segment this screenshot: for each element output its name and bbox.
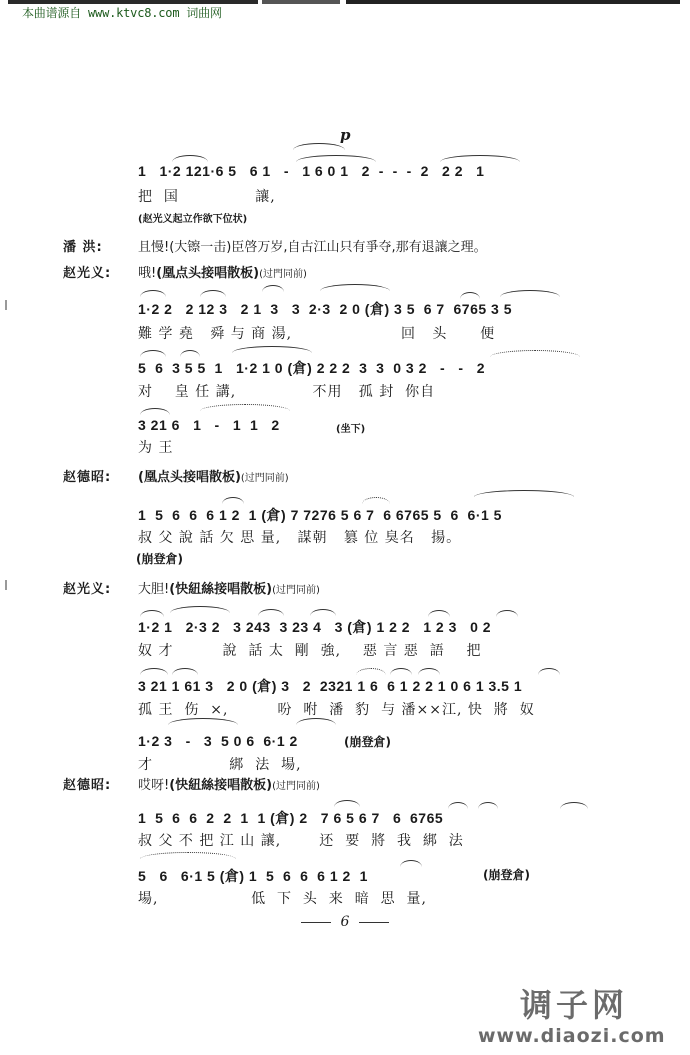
dialog-exclamation: 哦! bbox=[138, 266, 157, 281]
tune-direction: (快紐絲接唱散板) bbox=[169, 778, 273, 793]
dialog-exclamation: 哎呀! bbox=[138, 778, 170, 793]
slur bbox=[362, 497, 390, 504]
percussion-cue: (崩登倉) bbox=[136, 552, 183, 566]
lyric-line: 場, 低 下 头 来 暗 思 量, bbox=[138, 891, 427, 907]
lyric-line: 为 王 bbox=[138, 440, 174, 456]
tune-direction: (快紐絲接唱散板) bbox=[169, 582, 273, 597]
notation-line: 5 6 3 5 5 1 1·2 1 0 (倉) 2 2 2 3 3 0 3 2 - - 2 bbox=[138, 360, 485, 376]
notation-line: 1·2 3 - 3 5 0 6 6·1 2 bbox=[138, 733, 298, 749]
notation-line: 1 1·2 121·6 5 6 1 - 1 6 0 1 2 - - - 2 2 2 1 bbox=[138, 163, 485, 179]
spoken-dialog bbox=[138, 466, 289, 485]
slur bbox=[140, 668, 168, 675]
watermark-url: www.diaozi.com bbox=[478, 1025, 666, 1047]
speaker-label: 赵光义: bbox=[63, 266, 112, 281]
speaker-label: 赵德昭: bbox=[63, 470, 112, 485]
page-number: 6 bbox=[0, 914, 690, 930]
tune-direction: (凰点头接唱散板) bbox=[138, 470, 241, 485]
slur bbox=[500, 290, 560, 297]
slur bbox=[140, 610, 164, 617]
interlude-note: (过門同前) bbox=[272, 585, 320, 596]
slur bbox=[448, 802, 468, 809]
dynamic-marking: p bbox=[340, 126, 351, 144]
notation-line: 3 21 6 1 - 1 1 2 bbox=[138, 417, 280, 433]
slur bbox=[440, 155, 520, 162]
slur bbox=[296, 718, 336, 725]
lyric-line: 对 皇 任 講, 不用 孤 封 你自 bbox=[138, 384, 436, 400]
slur bbox=[478, 802, 498, 809]
slur bbox=[560, 802, 588, 809]
slur bbox=[222, 497, 244, 504]
stage-direction: (赵光义起立作欲下位状) bbox=[138, 214, 248, 225]
slur bbox=[140, 290, 166, 297]
speaker-label: 赵光义: bbox=[63, 582, 112, 597]
interlude-note: (过門同前) bbox=[272, 781, 320, 792]
slur bbox=[296, 155, 376, 162]
slur bbox=[538, 668, 560, 675]
watermark-title: 调子网 bbox=[520, 986, 629, 1024]
slur bbox=[140, 408, 170, 415]
slur bbox=[400, 860, 422, 867]
slur bbox=[262, 285, 284, 292]
slur bbox=[172, 155, 208, 162]
scan-artifact bbox=[5, 580, 7, 590]
lyric-line: 才 綁 法 場, bbox=[138, 757, 302, 773]
notation-line: 5 6 6·1 5 (倉) 1 5 6 6 6 1 2 1 bbox=[138, 868, 368, 884]
interlude-note: (过門同前) bbox=[240, 473, 289, 484]
slur bbox=[258, 609, 284, 616]
lyric-line: 孤 王 伤 ×, 吩 咐 潘 豹 与 潘××江, 快 將 奴 bbox=[138, 702, 535, 718]
speaker-label: 潘 洪: bbox=[63, 240, 103, 255]
lyric-line: 把 国 讓, bbox=[138, 189, 276, 205]
spoken-dialog bbox=[138, 578, 320, 597]
slur bbox=[200, 404, 290, 411]
notation-line: 1 5 6 6 6 1 2 1 (倉) 7 7276 5 6 7 6 6765 5 6 6·1 5 bbox=[138, 507, 502, 523]
slur bbox=[356, 668, 386, 675]
tune-direction: (凰点头接唱散板) bbox=[156, 266, 260, 281]
percussion-cue: (崩登倉) bbox=[344, 735, 391, 749]
slur bbox=[170, 606, 230, 613]
slur bbox=[334, 800, 360, 807]
lyric-line: 叔 父 不 把 江 山 讓, 还 要 將 我 綁 法 bbox=[138, 833, 464, 849]
slur bbox=[428, 610, 450, 617]
spoken-dialog: 且慢!(大镲一击)臣啓万岁,自古江山只有爭夺,那有退讓之理。 bbox=[138, 240, 487, 255]
slur bbox=[310, 609, 336, 616]
slur bbox=[460, 292, 480, 299]
slur bbox=[140, 350, 166, 357]
slur bbox=[320, 284, 390, 291]
slur bbox=[232, 346, 312, 353]
source-caption: 本曲谱源自 www.ktvc8.com 词曲网 bbox=[22, 6, 222, 20]
slur bbox=[490, 350, 580, 357]
slur bbox=[200, 290, 226, 297]
dialog-exclamation: 大胆! bbox=[138, 582, 170, 597]
slur bbox=[140, 852, 236, 859]
stage-direction: (坐下) bbox=[336, 424, 366, 435]
percussion-cue: (崩登倉) bbox=[483, 868, 530, 882]
slur bbox=[474, 490, 574, 497]
notation-line: 1·2 1 2·3 2 3 243 3 23 4 3 (倉) 1 2 2 1 2 3 0 2 bbox=[138, 619, 492, 635]
slur bbox=[168, 718, 238, 725]
interlude-note: (过門同前) bbox=[259, 269, 307, 280]
lyric-line: 難 学 堯 舜 与 商 湯, 回 头 便 bbox=[138, 326, 496, 342]
slur bbox=[172, 668, 198, 675]
slur bbox=[180, 350, 200, 357]
lyric-line: 奴 才 說 話 太 剛 強, 惡 言 惡 語 把 bbox=[138, 643, 482, 659]
slur bbox=[418, 668, 440, 675]
slur bbox=[390, 668, 412, 675]
notation-line: 3 21 1 61 3 2 0 (倉) 3 2 2321 1 6 6 1 2 2 1 0 6 1 3.5 1 bbox=[138, 678, 523, 694]
notation-line: 1 5 6 6 2 2 1 1 (倉) 2 7 6 5 6 7 6 6765 bbox=[138, 810, 444, 826]
phrase-bracket bbox=[293, 143, 345, 150]
scan-artifact bbox=[5, 300, 7, 310]
slur bbox=[496, 610, 518, 617]
notation-line: 1·2 2 2 12 3 2 1 3 3 2·3 2 0 (倉) 3 5 6 7 6765 3 5 bbox=[138, 301, 512, 317]
speaker-label: 赵德昭: bbox=[63, 778, 112, 793]
lyric-line: 叔 父 說 話 欠 思 量, 謀朝 篡 位 臭名 揚。 bbox=[138, 530, 462, 546]
spoken-dialog bbox=[138, 774, 320, 793]
spoken-dialog bbox=[138, 262, 307, 281]
